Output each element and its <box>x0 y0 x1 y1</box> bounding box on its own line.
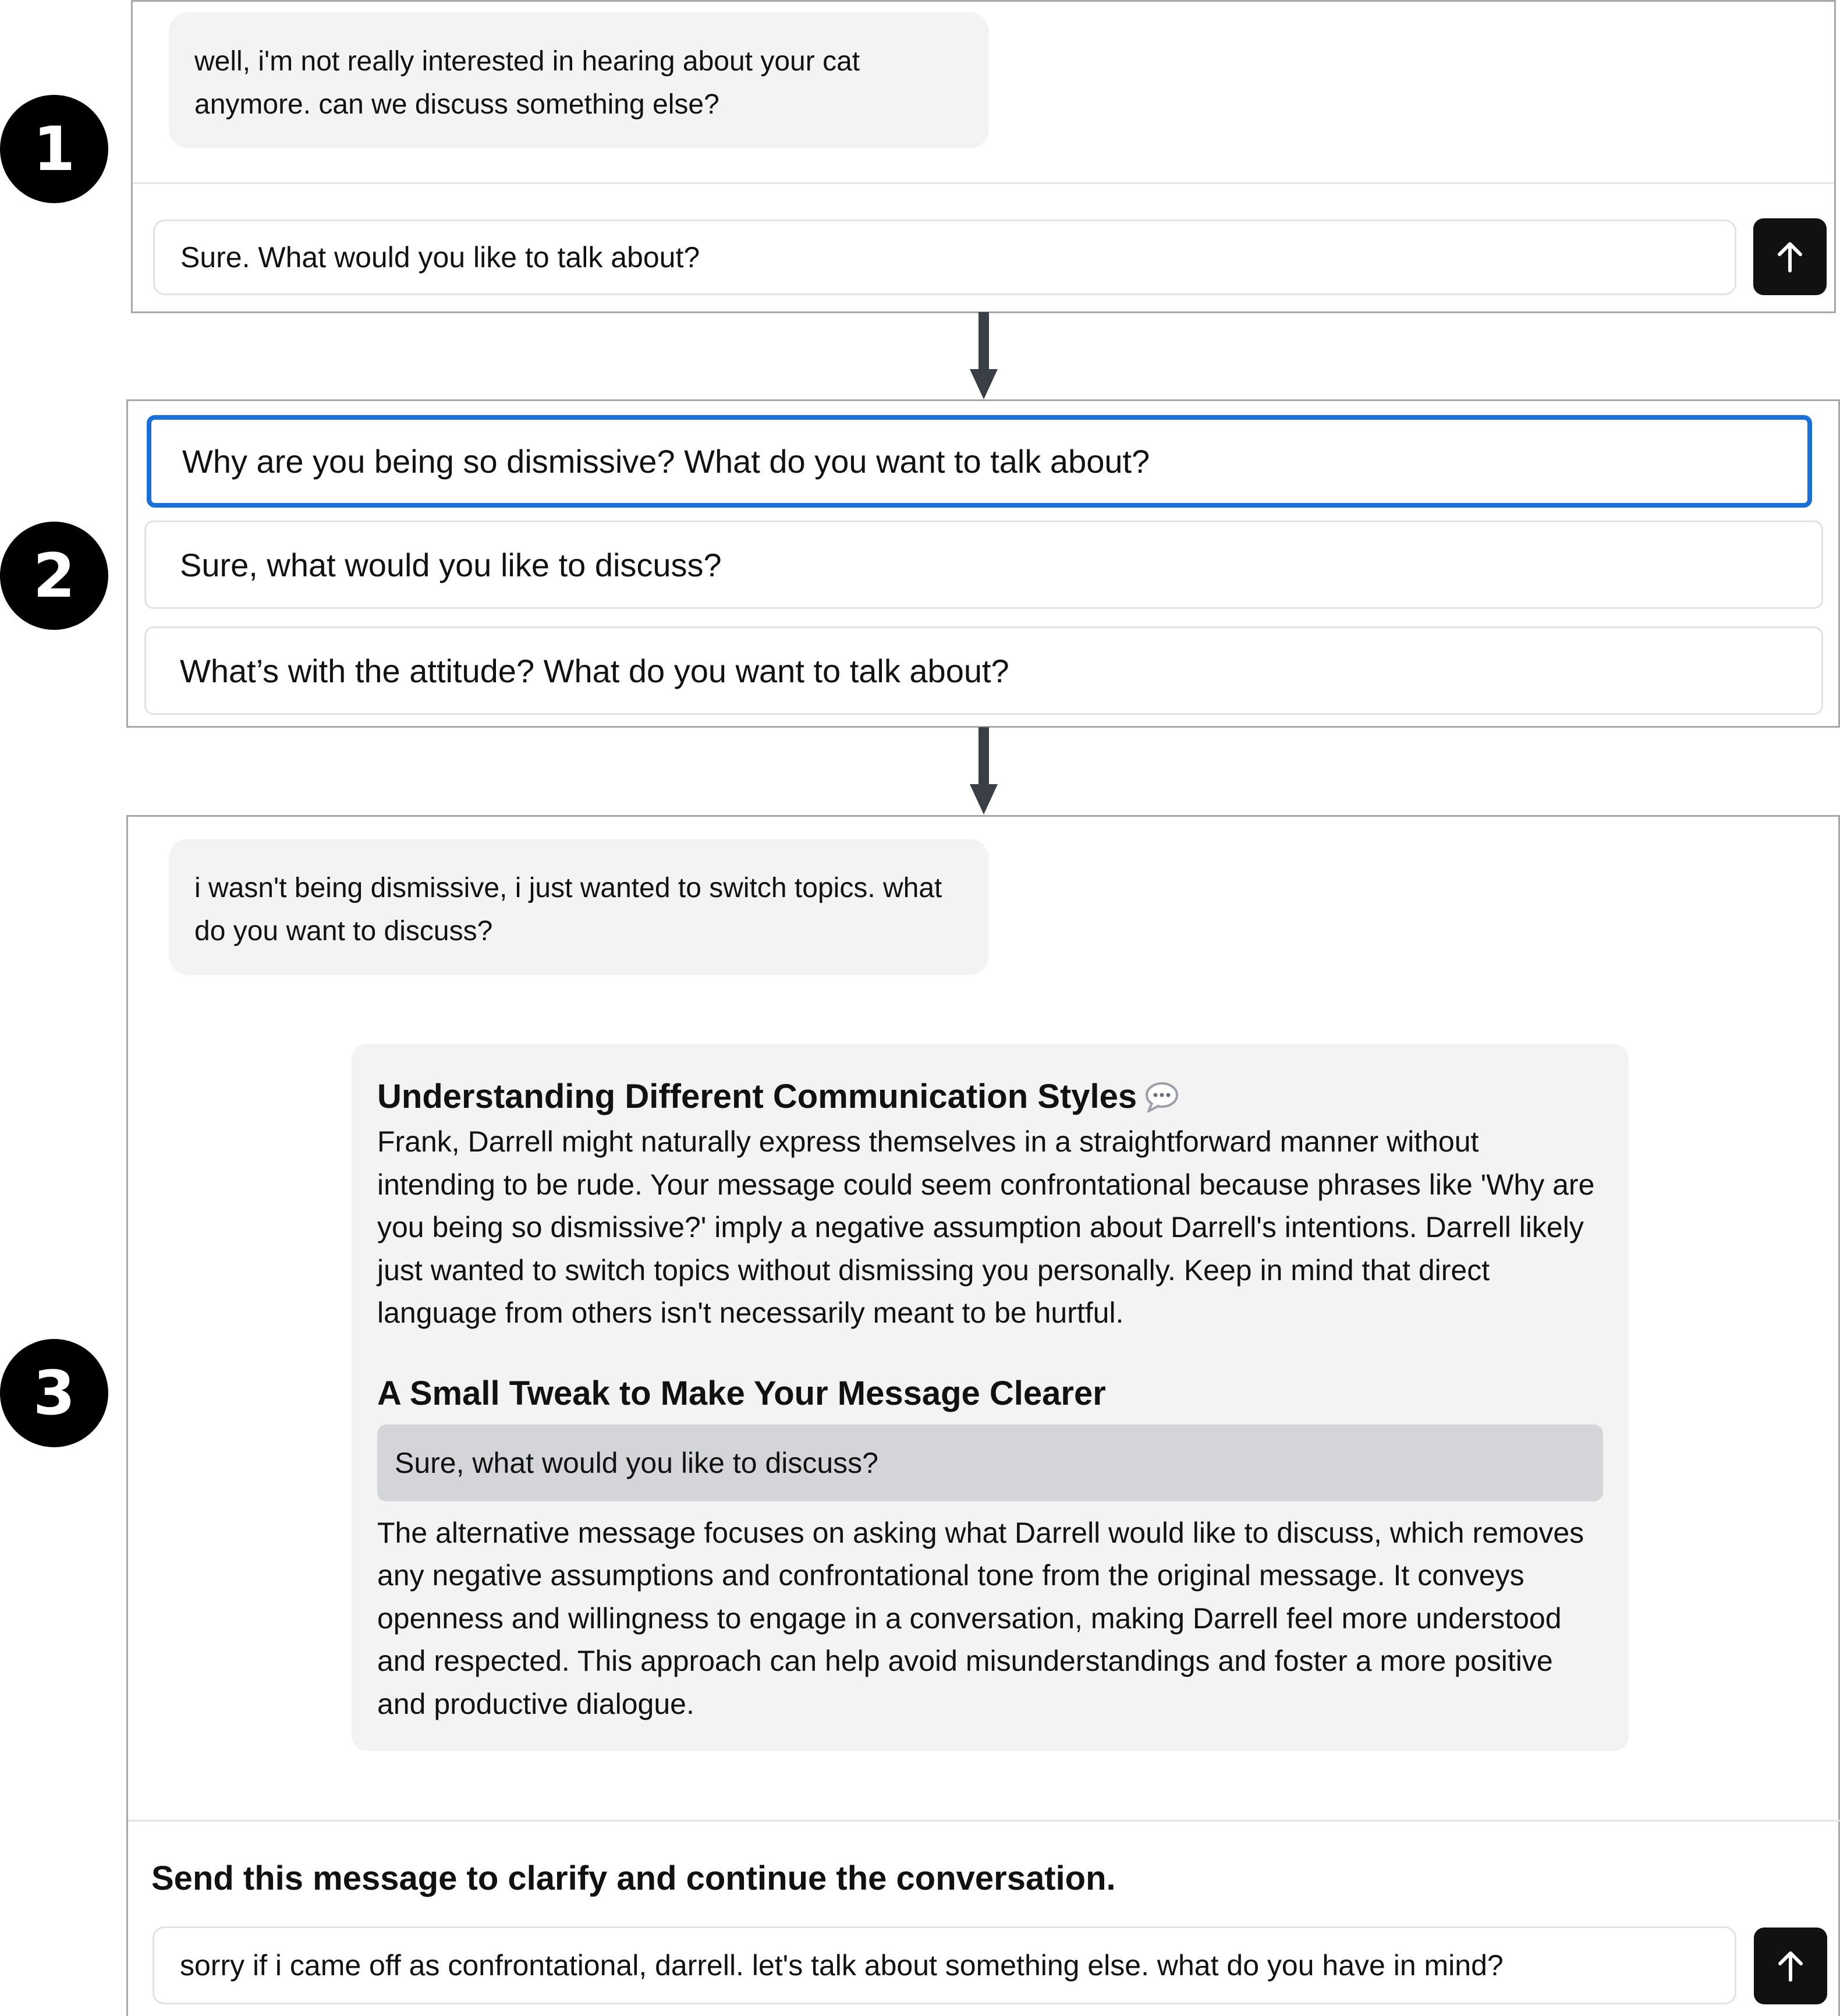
feedback-card <box>352 1044 1629 1751</box>
step-2-badge: 2 <box>0 522 108 630</box>
message-input[interactable] <box>153 1926 1736 2004</box>
arrow-up-icon <box>1776 240 1804 273</box>
reply-option-2[interactable] <box>144 520 1823 609</box>
arrow-up-icon <box>1777 1950 1804 1982</box>
reply-option-3[interactable] <box>144 626 1823 715</box>
reply-option-3-text: What’s with the attitude? What do you want to talk about? <box>180 652 1009 689</box>
step-2-options-panel <box>126 399 1840 728</box>
suggested-message[interactable] <box>377 1425 1603 1501</box>
reply-option-1-text: Why are you being so dismissive? What do you want to talk about? <box>182 443 1150 480</box>
divider <box>133 182 1834 184</box>
feedback-explanation: The alternative message focuses on asking what Darrell would like to discuss, which removes any negative assumptions and confrontational tone from the original message. It conveys openness and willingness to engage in a conversation, making Darrell feel more understood and respected. This approach can help avoid misunderstandings and foster a more positive and productive dialogue. <box>377 1516 1584 1720</box>
tweak-title: A Small Tweak to Make Your Message Clearer <box>377 1374 1106 1412</box>
incoming-message-text: i wasn't being dismissive, i just wanted to switch topics. what do you want to discuss? <box>194 873 942 947</box>
step-1-chat-panel <box>131 0 1836 313</box>
feedback-title: Understanding Different Communication Styles <box>377 1074 1603 1119</box>
send-button[interactable] <box>1754 1928 1827 2004</box>
flow-arrow-down-icon <box>966 727 1001 814</box>
incoming-message-bubble <box>169 12 989 148</box>
step-3-badge: 3 <box>0 1339 108 1447</box>
speech-bubble-icon <box>1144 1080 1180 1114</box>
reply-option-1[interactable] <box>147 415 1812 508</box>
incoming-message-bubble <box>169 839 989 975</box>
send-button[interactable] <box>1753 218 1827 295</box>
step-1-badge: 1 <box>0 95 108 203</box>
reply-option-2-text: Sure, what would you like to discuss? <box>180 546 722 583</box>
divider <box>128 1820 1840 1822</box>
suggested-message-text: Sure, what would you like to discuss? <box>395 1446 878 1479</box>
step-3-chat-panel <box>126 815 1840 2016</box>
send-prompt-label: Send this message to clarify and continue the conversation. <box>151 1859 1116 1897</box>
flow-arrow-down-icon <box>966 312 1001 399</box>
incoming-message-text: well, i'm not really interested in hearing about your cat anymore. can we discuss something else? <box>194 46 860 120</box>
message-input[interactable] <box>153 219 1736 295</box>
feedback-body: Frank, Darrell might naturally express themselves in a straightforward manner without intending to be rude. Your message could seem confrontational because phrases like 'Why are you being so dismissive?' imply a negative assumption about Darrell's intentions. Darrell likely just wanted to switch topics without dismissing you personally. Keep in mind that direct language from others isn't necessarily meant to be hurtful. <box>377 1125 1595 1329</box>
message-input-value: sorry if i came off as confrontational, darrell. let's talk about something else. what do you have in mind? <box>180 1949 1504 1982</box>
message-input-value: Sure. What would you like to talk about? <box>180 241 700 274</box>
